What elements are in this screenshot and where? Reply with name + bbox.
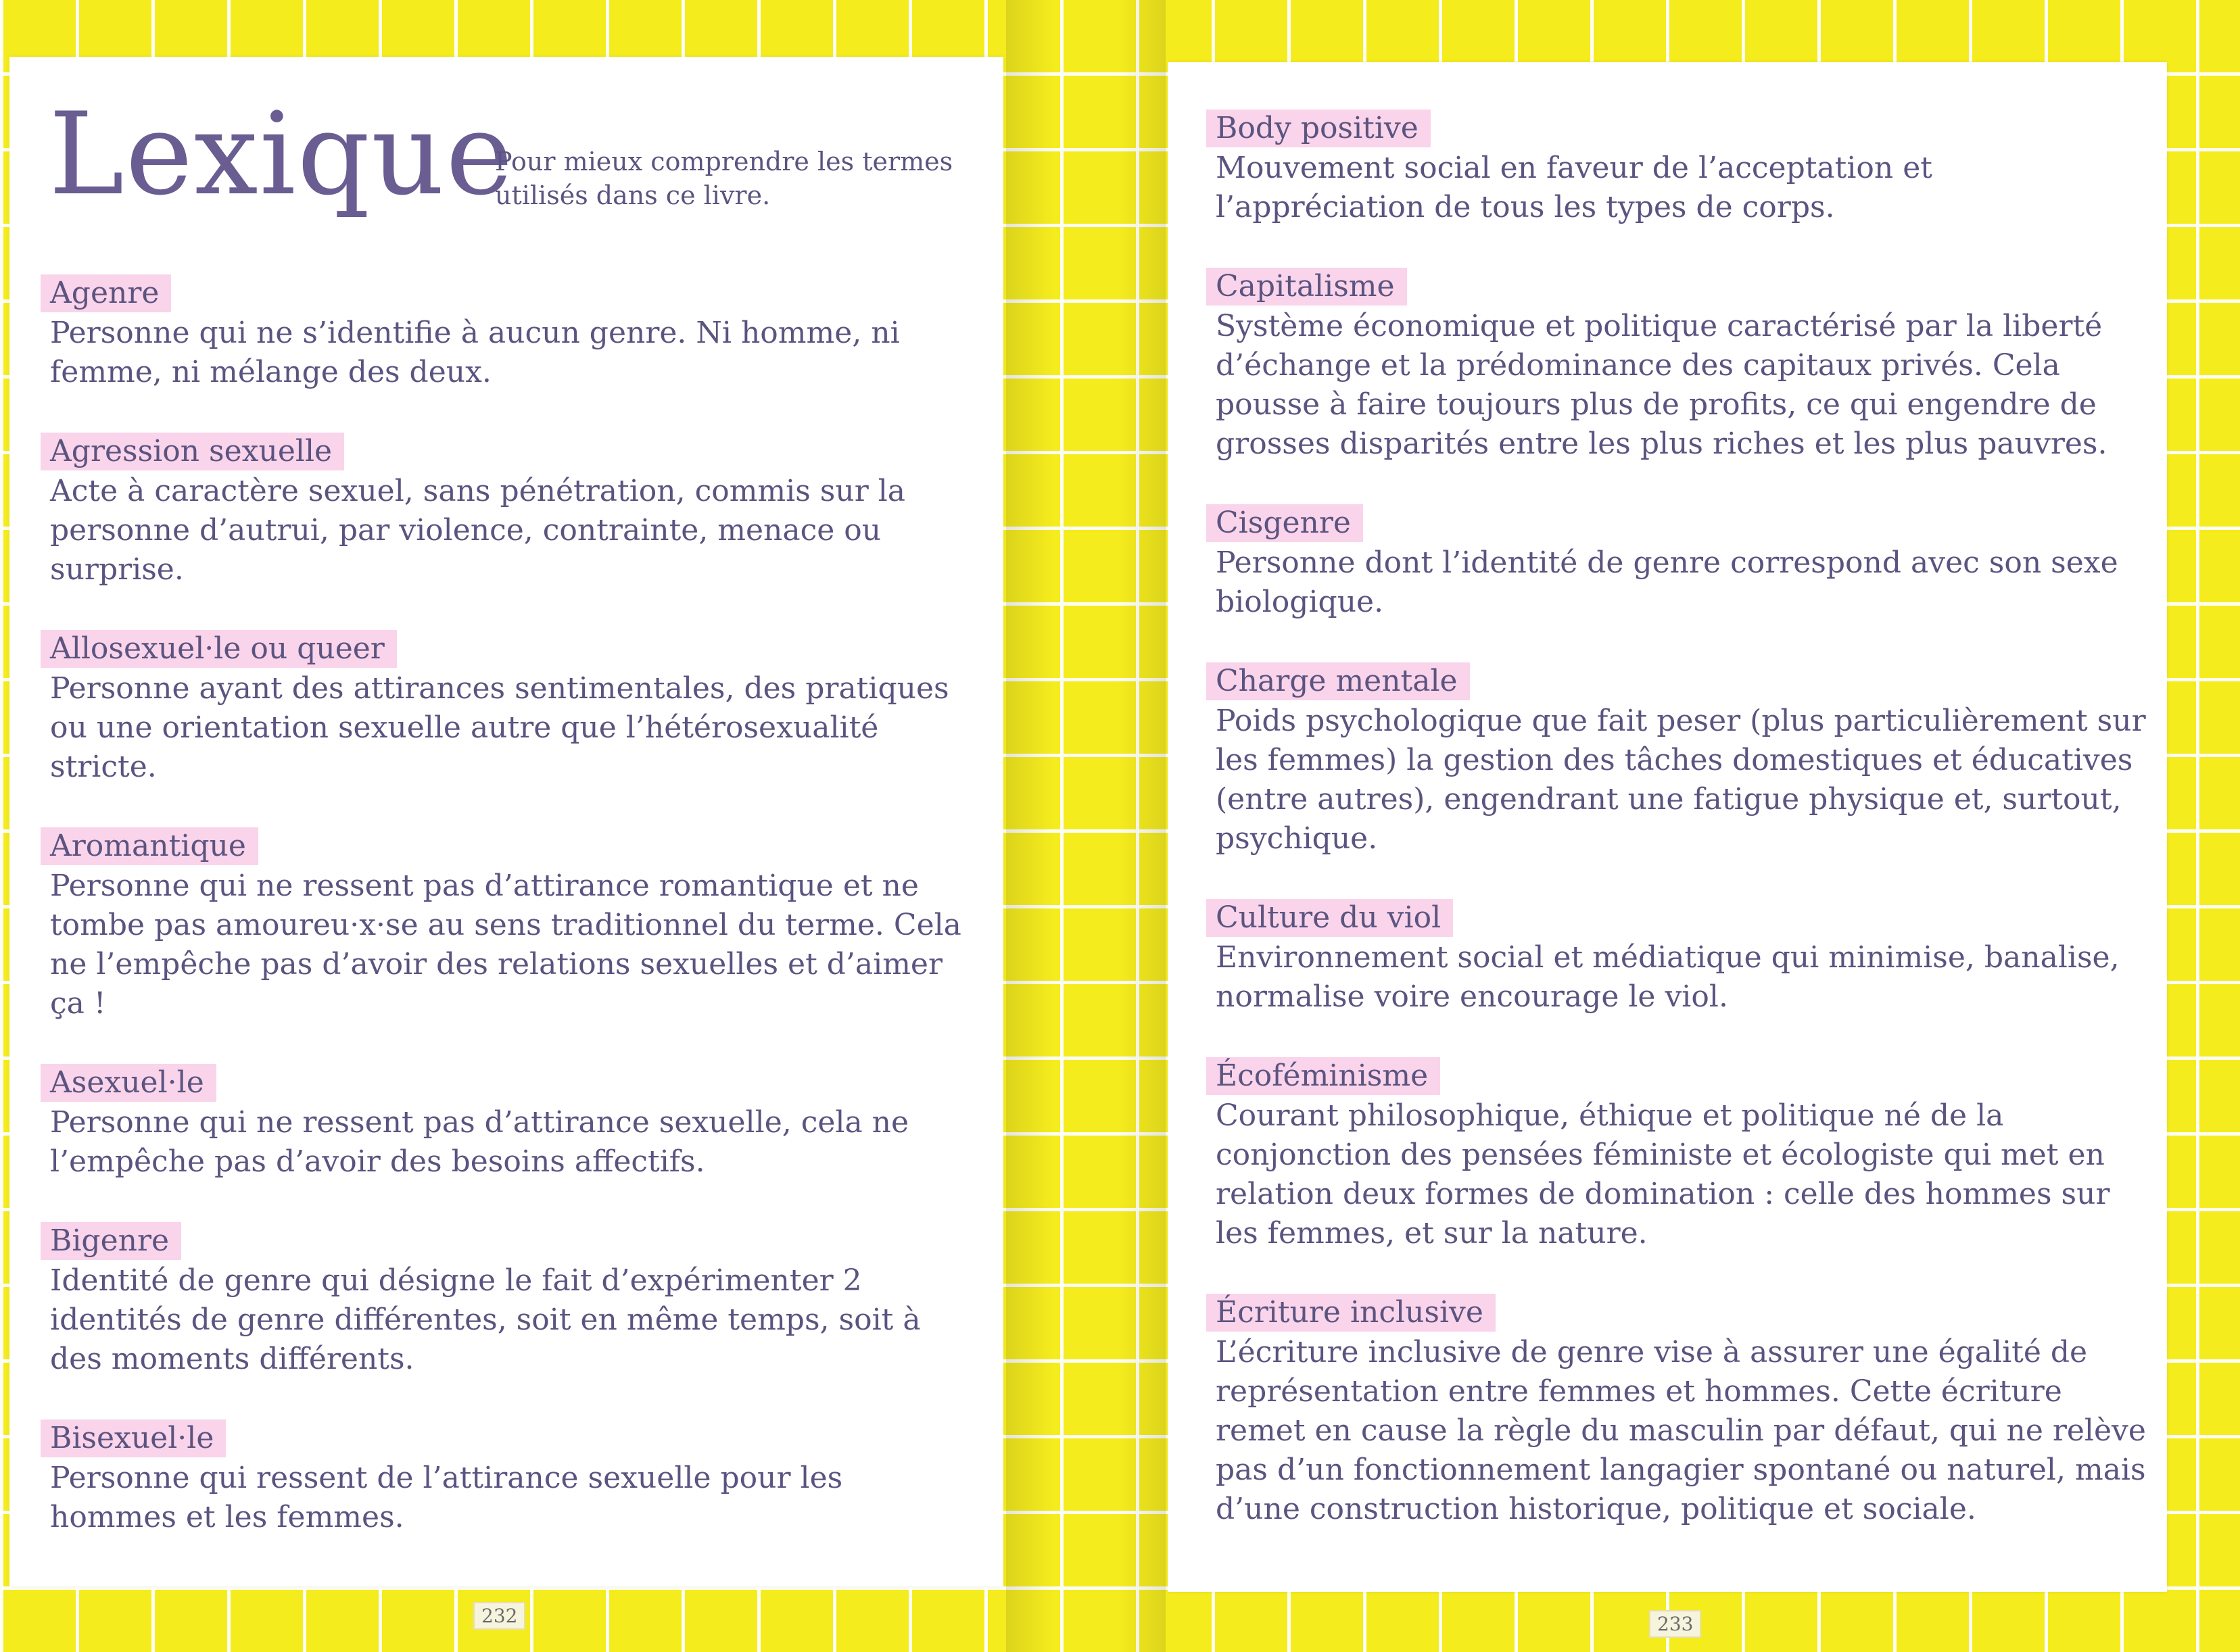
glossary-entry bbox=[1206, 899, 2146, 1017]
glossary-definition: Personne qui ne ressent pas d’attirance sexuelle, cela ne l’empêche pas d’avoir des besoins affectifs. bbox=[50, 1105, 909, 1179]
page-title: Lexique bbox=[49, 88, 515, 220]
right-page bbox=[1168, 62, 2167, 1635]
page-subtitle: Pour mieux comprendre les termes utilisés dans ce livre. bbox=[495, 147, 953, 210]
glossary-entry bbox=[41, 1419, 974, 1537]
page-number: 233 bbox=[1649, 1610, 1701, 1638]
glossary-term: Agenre bbox=[41, 274, 171, 312]
left-page bbox=[9, 57, 1003, 1627]
glossary-entry bbox=[41, 1064, 974, 1182]
glossary-definition: Acte à caractère sexuel, sans pénétration, commis sur la personne d’autrui, par violence, contrainte, menace ou surprise. bbox=[50, 474, 906, 587]
glossary-entry bbox=[1206, 504, 2146, 622]
glossary-definition: Personne ayant des attirances sentimentales, des pratiques ou une orientation sexuelle autre que l’hétérosexualité stricte. bbox=[50, 671, 949, 784]
glossary-definition: Courant philosophique, éthique et politique né de la conjonction des pensées féministe et écologiste qui met en relation deux formes de domination : celle des hommes sur les femmes, et sur la nature. bbox=[1216, 1098, 2110, 1250]
glossary-definition: Personne dont l’identité de genre correspond avec son sexe biologique. bbox=[1216, 545, 2118, 619]
glossary-term: Écriture inclusive bbox=[1206, 1294, 1496, 1332]
glossary-definition: Système économique et politique caractérisé par la liberté d’échange et la prédominance des capitaux privés. Cela pousse à faire toujours plus de profits, ce qui engendre de grosses disparités entre les plus riches et les plus pauvres. bbox=[1216, 309, 2107, 461]
glossary-entry bbox=[1206, 268, 2146, 464]
page-number: 232 bbox=[473, 1602, 525, 1630]
glossary-term: Allosexuel·le ou queer bbox=[41, 630, 397, 668]
glossary-term: Bigenre bbox=[41, 1222, 181, 1260]
glossary-term: Aromantique bbox=[41, 827, 258, 865]
glossary-definition: Personne qui ne ressent pas d’attirance romantique et ne tombe pas amoureu·x·se au sens traditionnel du terme. Cela ne l’empêche pas d’avoir des relations sexuelles et d’aimer ça ! bbox=[50, 869, 961, 1021]
glossary-entry bbox=[41, 433, 974, 589]
glossary-definition: L’écriture inclusive de genre vise à assurer une égalité de représentation entre femmes et hommes. Cette écriture remet en cause la règle du masculin par défaut, qui ne relève pas d’un fonctionnement langagier spontané ou naturel, mais d’une construction historique, politique et sociale. bbox=[1216, 1335, 2146, 1526]
glossary-definition: Environnement social et médiatique qui minimise, banalise, normalise voire encourage le viol. bbox=[1216, 940, 2120, 1014]
glossary-entry bbox=[41, 827, 974, 1023]
glossary-term: Écoféminisme bbox=[1206, 1057, 1440, 1095]
glossary-term: Asexuel·le bbox=[41, 1064, 216, 1102]
glossary-definition: Personne qui ressent de l’attirance sexuelle pour les hommes et les femmes. bbox=[50, 1461, 843, 1534]
glossary-entry bbox=[41, 1222, 974, 1379]
glossary-definition: Mouvement social en faveur de l’acceptation et l’appréciation de tous les types de corps. bbox=[1216, 151, 1932, 224]
glossary-list-right bbox=[1206, 110, 2146, 1570]
glossary-entry bbox=[1206, 1057, 2146, 1253]
glossary-term: Bisexuel·le bbox=[41, 1419, 226, 1457]
glossary-entry bbox=[1206, 110, 2146, 227]
glossary-term: Culture du viol bbox=[1206, 899, 1453, 937]
glossary-definition: Poids psychologique que fait peser (plus particulièrement sur les femmes) la gestion des tâches domestiques et éducatives (entre autres), engendrant une fatigue physique et, surtout, psychique. bbox=[1216, 704, 2146, 856]
glossary-term: Cisgenre bbox=[1206, 504, 1363, 542]
book-gutter bbox=[1006, 0, 1166, 1652]
glossary-entry bbox=[1206, 1294, 2146, 1529]
glossary-term: Agression sexuelle bbox=[41, 433, 344, 470]
glossary-term: Body positive bbox=[1206, 110, 1431, 147]
glossary-entry bbox=[1206, 662, 2146, 858]
glossary-entry bbox=[41, 630, 974, 787]
glossary-definition: Identité de genre qui désigne le fait d’expérimenter 2 identités de genre différentes, soit en même temps, soit à des moments différents. bbox=[50, 1263, 921, 1376]
glossary-term: Capitalisme bbox=[1206, 268, 1407, 306]
glossary-term: Charge mentale bbox=[1206, 662, 1470, 700]
glossary-list-left bbox=[41, 274, 974, 1578]
glossary-definition: Personne qui ne s’identifie à aucun genre. Ni homme, ni femme, ni mélange des deux. bbox=[50, 316, 900, 389]
glossary-entry bbox=[41, 274, 974, 392]
